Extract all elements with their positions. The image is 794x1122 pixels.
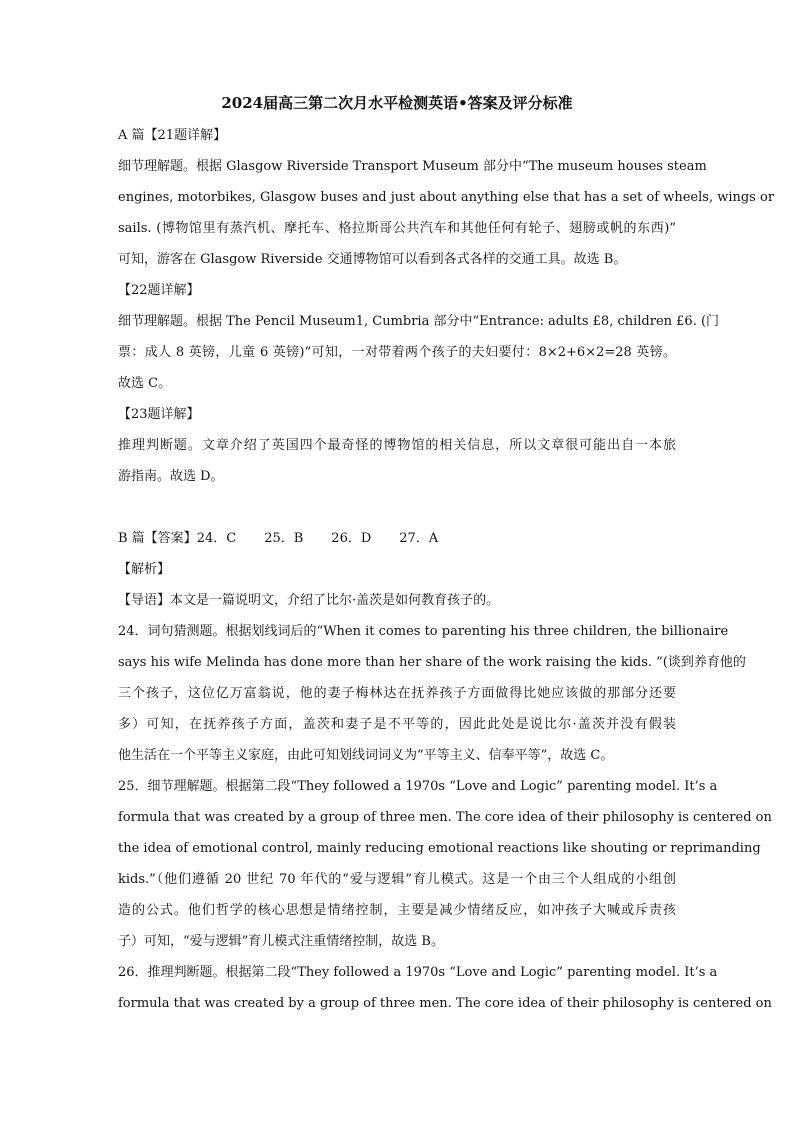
section-b-prefix: B 篇【答案】 — [118, 531, 197, 546]
q21-line-2: engines, motorbikes, Glasgow buses and just about anything else that has a set of wheels, wings or — [118, 190, 775, 205]
q23-heading: 【23题详解】 — [118, 407, 200, 422]
q22-line-3: 故选 C。 — [118, 376, 172, 391]
q25-line-1: 25．细节理解题。根据第二段“They followed a 1970s “Love and Logic” parenting model. It’s a — [118, 779, 718, 794]
q24-line-5: 他生活在一个平等主义家庭，由此可知划线词词义为“平等主义、信奉平等”，故选 C。 — [118, 748, 614, 763]
document-page — [118, 92, 775, 1019]
q25-line-6: 子）可知，“爱与逻辑”育儿模式注重情绪控制，故选 B。 — [118, 934, 444, 949]
answer-26: 26．D — [331, 531, 372, 546]
q22-heading: 【22题详解】 — [118, 283, 200, 298]
q26-line-1: 26．推理判断题。根据第二段“They followed a 1970s “Love and Logic” parenting model. It’s a — [118, 965, 718, 980]
q24-line-2: says his wife Melinda has done more than her share of the work raising the kids. ”(谈到养育他的 — [118, 655, 746, 670]
q21-line-3: sails. (博物馆里有蒸汽机、摩托车、格拉斯哥公共汽车和其他任何有轮子、翅膀或帆的东西)” — [118, 221, 676, 236]
answer-25: 25．B — [264, 531, 304, 546]
q22-line-2: 票：成人 8 英镑，儿童 6 英镑)”可知，一对带着两个孩子的夫妇要付：8×2+6×2=28 英镑。 — [118, 345, 676, 360]
q25-line-4: kids.”（他们遵循 20 世纪 70 年代的“爱与逻辑”育儿模式。这是一个由三个人组成的小组创 — [118, 872, 676, 887]
q24-line-1: 24．词句猜测题。根据划线词后的“When it comes to parenting his three children, the billionaire — [118, 624, 729, 639]
document-title: 2024届高三第二次月水平检测英语•答案及评分标准 — [221, 94, 573, 112]
q25-line-3: the idea of emotional control, mainly reducing emotional reactions like shouting or reprimanding — [118, 841, 761, 856]
q24-line-4: 多）可知，在抚养孩子方面，盖茨和妻子是不平等的，因此此处是说比尔·盖茨并没有假装 — [118, 717, 676, 732]
q25-line-2: formula that was created by a group of three men. The core idea of their philosophy is centered on — [118, 810, 772, 825]
section-spacer — [118, 492, 676, 523]
guide-text: 【导语】本文是一篇说明文，介绍了比尔·盖茨是如何教育孩子的。 — [118, 593, 500, 608]
analysis-label: 【解析】 — [118, 562, 171, 577]
q23-line-2: 游指南。故选 D。 — [118, 469, 224, 484]
q25-line-5: 造的公式。他们哲学的核心思想是情绪控制，主要是减少情绪反应，如冲孩子大喊或斥责孩 — [118, 903, 676, 918]
q21-line-1: 细节理解题。根据 Glasgow Riverside Transport Museum 部分中“The museum houses steam — [118, 159, 707, 174]
answer-24: 24．C — [196, 531, 237, 546]
section-b-answers — [118, 523, 676, 554]
answer-27: 27．A — [399, 531, 439, 546]
q21-line-4: 可知，游客在 Glasgow Riverside 交通博物馆可以看到各式各样的交通工具。故选 B。 — [118, 252, 627, 267]
q23-line-1: 推理判断题。文章介绍了英国四个最奇怪的博物馆的相关信息，所以文章很可能出自一本旅 — [118, 438, 676, 453]
q26-line-2: formula that was created by a group of three men. The core idea of their philosophy is centered on — [118, 996, 772, 1011]
q24-line-3: 三个孩子，这位亿万富翁说，他的妻子梅林达在抚养孩子方面做得比她应该做的那部分还要 — [118, 686, 676, 701]
q22-line-1: 细节理解题。根据 The Pencil Museum1, Cumbria 部分中“Entrance: adults £8, children £6. (门 — [118, 314, 720, 329]
section-a-heading: A 篇【21题详解】 — [118, 128, 227, 143]
